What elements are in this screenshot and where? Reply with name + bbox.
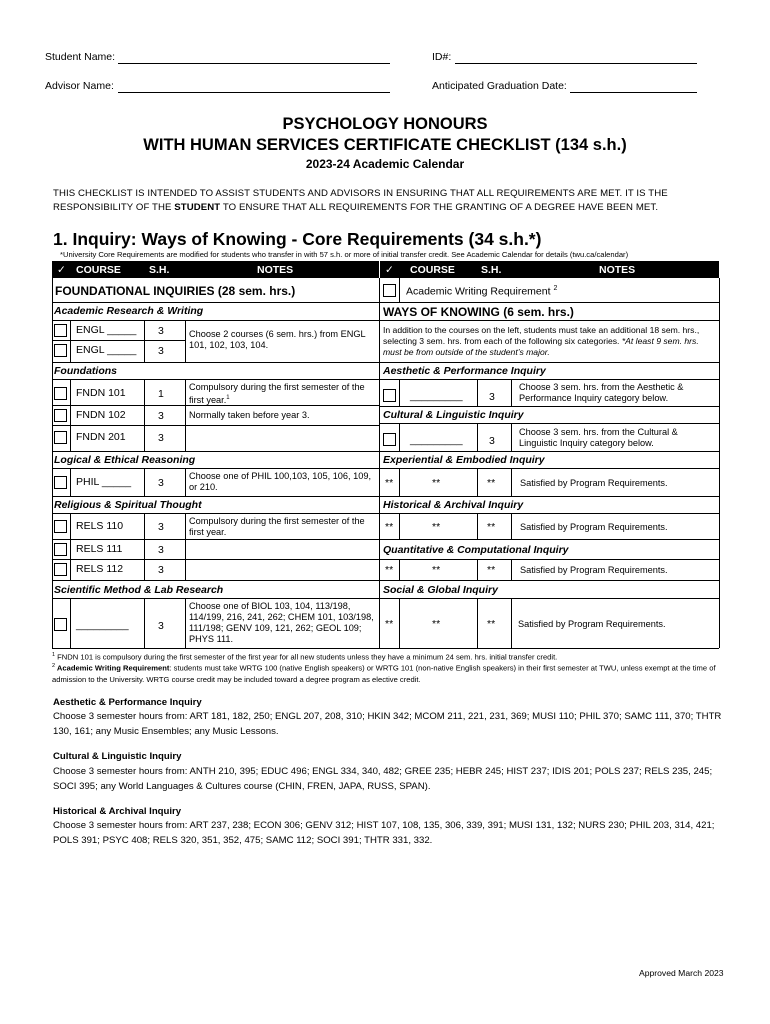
foundations-heading: Foundations xyxy=(54,365,117,377)
check-header-icon: ✓ xyxy=(57,264,66,276)
student-name-field[interactable] xyxy=(118,63,390,64)
student-name-label: Student Name: xyxy=(45,51,116,63)
phil-sh: 3 xyxy=(158,477,164,489)
rels110-sh: 3 xyxy=(158,521,164,533)
cultural-list-text: Choose 3 semester hours from: ANTH 210, 395; EDUC 496; ENGL 334, 340, 482; GREE 235; HEBR 245; HIST 237; IDIS 201; POLS 237; RELS 235, 245; SOCI 395; any World Languages & Cultures course (CHIN, FREN, JAPA, RUSS, SPAN). xyxy=(53,766,713,792)
fndn101-sh: 1 xyxy=(158,388,164,400)
fndn102-sh: 3 xyxy=(158,410,164,422)
id-field[interactable] xyxy=(455,63,697,64)
rels110-checkbox[interactable] xyxy=(54,520,67,533)
fndn201-checkbox[interactable] xyxy=(54,431,67,444)
cultural-checkbox[interactable] xyxy=(383,433,396,446)
intro-paragraph: THIS CHECKLIST IS INTENDED TO ASSIST STUDENTS AND ADVISORS IN ENSURING THAT ALL REQUIREMENTS ARE MET. IT IS THE RESPONSIBILITY OF THE STUDENT TO ENSURE THAT ALL REQUIREMENTS FOR THE GRANTING OF A DEGREE HAVE BEEN MET. xyxy=(53,188,668,213)
fndn201-course: FNDN 201 xyxy=(76,431,126,443)
engl-note: Choose 2 courses (6 sem. hrs.) from ENGL 101, 102, 103, 104. xyxy=(189,329,366,350)
footnote-2: $^2$ Academic Writing Requirement: students must take WRTG 100 (native English speakers) or WRTG 101 (non-native English speakers) in their first semester at TWU, unless exempt at the time of admission to the University. WRTG course credit may be included toward a degree program as elective credit. xyxy=(52,663,716,684)
fndn102-course: FNDN 102 xyxy=(76,409,126,421)
scientific-heading: Scientific Method & Lab Research xyxy=(54,584,224,596)
historical-heading: Historical & Archival Inquiry xyxy=(383,499,524,511)
historical-stars-check: ** xyxy=(385,521,394,533)
experiential-stars-check: ** xyxy=(385,477,394,489)
id-label: ID#: xyxy=(432,51,452,63)
social-heading: Social & Global Inquiry xyxy=(383,584,498,596)
cultural-course[interactable]: _________ xyxy=(410,434,463,446)
quantitative-satisfied: Satisfied by Program Requirements. xyxy=(520,565,668,575)
historical-stars-sh: ** xyxy=(487,521,496,533)
experiential-heading: Experiential & Embodied Inquiry xyxy=(383,454,545,466)
sci-checkbox[interactable] xyxy=(54,618,67,631)
fndn101-checkbox[interactable] xyxy=(54,387,67,400)
aesthetic-list-text: Choose 3 semester hours from: ART 181, 182, 250; ENGL 207, 208, 310; HKIN 342; MCOM 211, 221, 231, 369; MUSI 110; PHIL 370; SAMC 111, 370; THTR 130, 161; any Music Ensembles; any Music Lessons. xyxy=(53,711,722,737)
fndn201-sh: 3 xyxy=(158,432,164,444)
ways-heading: WAYS OF KNOWING (6 sem. hrs.) xyxy=(383,305,574,319)
logical-heading: Logical & Ethical Reasoning xyxy=(54,454,196,466)
experiential-satisfied: Satisfied by Program Requirements. xyxy=(520,478,668,488)
ways-note: In addition to the courses on the left, students must take an additional 18 sem. hrs., selecting 3 sem. hrs. from each of the following six categories. *At least 9 sem. hrs. must be from outside of the student’s major. xyxy=(383,325,700,357)
rels110-course: RELS 110 xyxy=(76,520,124,532)
engl-1-course[interactable]: ENGL _____ xyxy=(76,324,137,336)
engl-1-sh: 3 xyxy=(158,325,164,337)
awr-label: Academic Writing Requirement $^2$ xyxy=(406,285,558,298)
aesthetic-note: Choose 3 sem. hrs. from the Aesthetic & Performance Inquiry category below. xyxy=(519,382,684,403)
sci-sh: 3 xyxy=(158,620,164,632)
fndn101-note: Compulsory during the first semester of the first year.$^1$ xyxy=(189,382,365,406)
sci-note: Choose one of BIOL 103, 104, 113/198, 114/199, 216, 241, 262; CHEM 101, 103/198, 111/198; GENV 109, 121, 262; GEOL 109; PHYS 111. xyxy=(189,601,374,644)
phil-checkbox[interactable] xyxy=(54,476,67,489)
engl-2-course[interactable]: ENGL _____ xyxy=(76,344,137,356)
quantitative-heading: Quantitative & Computational Inquiry xyxy=(383,544,569,556)
graduation-date-label: Anticipated Graduation Date: xyxy=(432,80,567,92)
advisor-name-field[interactable] xyxy=(118,92,390,93)
cultural-sh: 3 xyxy=(489,435,495,447)
table-header-left: ✓ COURSE S.H. NOTES xyxy=(52,261,379,278)
phil-note: Choose one of PHIL 100,103, 105, 106, 109, or 210. xyxy=(189,471,372,492)
engl-1-checkbox[interactable] xyxy=(54,324,67,337)
historical-satisfied: Satisfied by Program Requirements. xyxy=(520,522,668,532)
aesthetic-list-heading: Aesthetic & Performance Inquiry xyxy=(53,697,202,708)
rels111-course: RELS 111 xyxy=(76,543,123,555)
graduation-date-field[interactable] xyxy=(570,92,697,93)
quantitative-stars-check: ** xyxy=(385,564,394,576)
title-line-2: WITH HUMAN SERVICES CERTIFICATE CHECKLIST (134 s.h.) xyxy=(143,136,627,154)
sci-course[interactable]: _________ xyxy=(76,619,129,631)
foundational-heading: FOUNDATIONAL INQUIRIES (28 sem. hrs.) xyxy=(55,284,296,298)
rels112-sh: 3 xyxy=(158,564,164,576)
fndn102-checkbox[interactable] xyxy=(54,409,67,422)
historical-stars-course: ** xyxy=(432,521,441,533)
experiential-stars-course: ** xyxy=(432,477,441,489)
cultural-list-heading: Cultural & Linguistic Inquiry xyxy=(53,751,182,762)
fndn102-note: Normally taken before year 3. xyxy=(189,410,310,420)
title-line-1: PSYCHOLOGY HONOURS xyxy=(282,115,488,133)
phil-course[interactable]: PHIL _____ xyxy=(76,476,132,488)
check-header-icon: ✓ xyxy=(385,264,394,276)
religious-heading: Religious & Spiritual Thought xyxy=(54,499,202,511)
title-line-3: 2023-24 Academic Calendar xyxy=(305,157,465,171)
social-stars-sh: ** xyxy=(487,618,496,630)
aesthetic-heading: Aesthetic & Performance Inquiry xyxy=(383,365,546,377)
fndn101-course: FNDN 101 xyxy=(76,387,126,399)
aesthetic-sh: 3 xyxy=(489,391,495,403)
advisor-name-label: Advisor Name: xyxy=(45,80,114,92)
rels111-checkbox[interactable] xyxy=(54,543,67,556)
historical-list-heading: Historical & Archival Inquiry xyxy=(53,806,182,817)
cultural-heading: Cultural & Linguistic Inquiry xyxy=(383,409,524,421)
quantitative-stars-sh: ** xyxy=(487,564,496,576)
aesthetic-course[interactable]: _________ xyxy=(410,390,463,402)
research-writing-heading: Academic Research & Writing xyxy=(54,305,204,317)
rels112-checkbox[interactable] xyxy=(54,563,67,576)
table-header-right: ✓ COURSE S.H. NOTES xyxy=(380,261,719,278)
social-satisfied: Satisfied by Program Requirements. xyxy=(518,619,666,629)
rels112-course: RELS 112 xyxy=(76,563,124,575)
rels110-note: Compulsory during the first semester of the first year. xyxy=(189,516,365,537)
section-1-subnote: *University Core Requirements are modified for students who transfer in with 57 s.h. or more of initial transfer credit. See Academic Calendar for details (twu.ca/calendar) xyxy=(60,250,629,259)
aesthetic-checkbox[interactable] xyxy=(383,389,396,402)
social-stars-course: ** xyxy=(432,618,441,630)
section-1-heading: 1. Inquiry: Ways of Knowing - Core Requirements (34 s.h.*) xyxy=(53,229,542,249)
experiential-stars-sh: ** xyxy=(487,477,496,489)
approved-date: Approved March 2023 xyxy=(639,968,724,978)
cultural-note: Choose 3 sem. hrs. from the Cultural & Linguistic Inquiry category below. xyxy=(519,427,678,448)
historical-list-text: Choose 3 semester hours from: ART 237, 238; ECON 306; GENV 312; HIST 107, 108, 135, 306, 339, 391; MUSI 131, 132; NURS 230; PHIL 203, 314, 421; POLS 391; PSYC 408; RELS 320, 351, 352, 475; SAMC 112; SOCI 391; THTR 331, 332. xyxy=(53,820,715,846)
engl-2-checkbox[interactable] xyxy=(54,344,67,357)
quantitative-stars-course: ** xyxy=(432,564,441,576)
rels111-sh: 3 xyxy=(158,544,164,556)
engl-2-sh: 3 xyxy=(158,345,164,357)
awr-checkbox[interactable] xyxy=(383,284,396,297)
footnote-1: $^1$ FNDN 101 is compulsory during the first semester of the first year for all new students unless they have a minimum 24 sem. hrs. initial transfer credit. xyxy=(52,652,558,662)
social-stars-check: ** xyxy=(385,618,394,630)
